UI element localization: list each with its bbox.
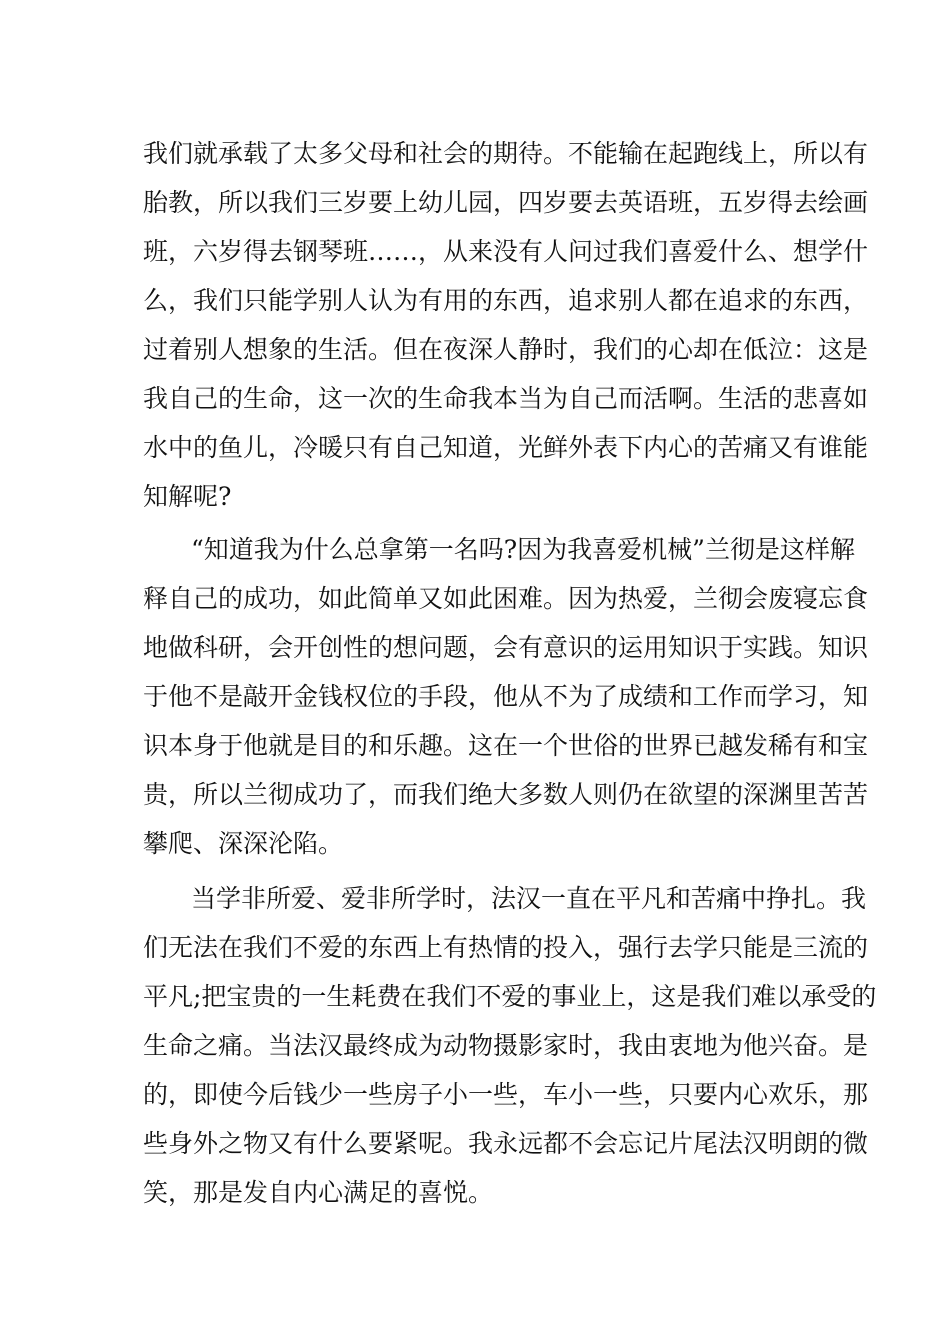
paragraph-1-line-4: 么，我们只能学别人认为有用的东西，追求别人都在追求的东西， [143, 286, 869, 315]
paragraph-1-line-2: 胎教，所以我们三岁要上幼儿园，四岁要去英语班，五岁得去绘画 [143, 188, 869, 217]
paragraph-2-line-5: 识本身于他就是目的和乐趣。这在一个世俗的世界已越发稀有和宝 [143, 731, 869, 760]
paragraph-2-line-3: 地做科研，会开创性的想问题，会有意识的运用知识于实践。知识 [143, 633, 869, 662]
paragraph-3-line-2: 们无法在我们不爱的东西上有热情的投入，强行去学只能是三流的 [143, 933, 869, 962]
paragraph-2-line-6: 贵，所以兰彻成功了，而我们绝大多数人则仍在欲望的深渊里苦苦 [143, 780, 869, 809]
paragraph-2-line-7: 攀爬、深深沦陷。 [143, 829, 344, 858]
paragraph-3-line-6: 些身外之物又有什么要紧呢。我永远都不会忘记片尾法汉明朗的微 [143, 1129, 869, 1158]
paragraph-3-line-4: 生命之痛。当法汉最终成为动物摄影家时，我由衷地为他兴奋。是 [143, 1031, 869, 1060]
paragraph-1-line-1: 我们就承载了太多父母和社会的期待。不能输在起跑线上，所以有 [143, 139, 869, 168]
paragraph-1-line-6: 我自己的生命，这一次的生命我本当为自己而活啊。生活的悲喜如 [143, 384, 869, 413]
paragraph-1-line-8: 知解呢? [143, 482, 232, 511]
paragraph-1-line-5: 过着别人想象的生活。但在夜深人静时，我们的心却在低泣：这是 [143, 335, 869, 364]
paragraph-1-line-3: 班，六岁得去钢琴班……，从来没有人问过我们喜爱什么、想学什 [143, 237, 869, 266]
paragraph-1-line-7: 水中的鱼儿，冷暖只有自己知道，光鲜外表下内心的苦痛又有谁能 [143, 433, 869, 462]
paragraph-3-line-3: 平凡;把宝贵的一生耗费在我们不爱的事业上，这是我们难以承受的 [143, 982, 877, 1011]
paragraph-2-line-1: “知道我为什么总拿第一名吗?因为我喜爱机械”兰彻是这样解 [191, 535, 855, 564]
paragraph-2-line-4: 于他不是敲开金钱权位的手段，他从不为了成绩和工作而学习，知 [143, 682, 869, 711]
paragraph-3-line-7: 笑，那是发自内心满足的喜悦。 [143, 1178, 494, 1207]
paragraph-2-line-2: 释自己的成功，如此简单又如此困难。因为热爱，兰彻会废寝忘食 [143, 584, 869, 613]
paragraph-3-line-5: 的，即使今后钱少一些房子小一些，车小一些，只要内心欢乐，那 [143, 1080, 869, 1109]
paragraph-3-line-1: 当学非所爱、爱非所学时，法汉一直在平凡和苦痛中挣扎。我 [191, 884, 867, 913]
